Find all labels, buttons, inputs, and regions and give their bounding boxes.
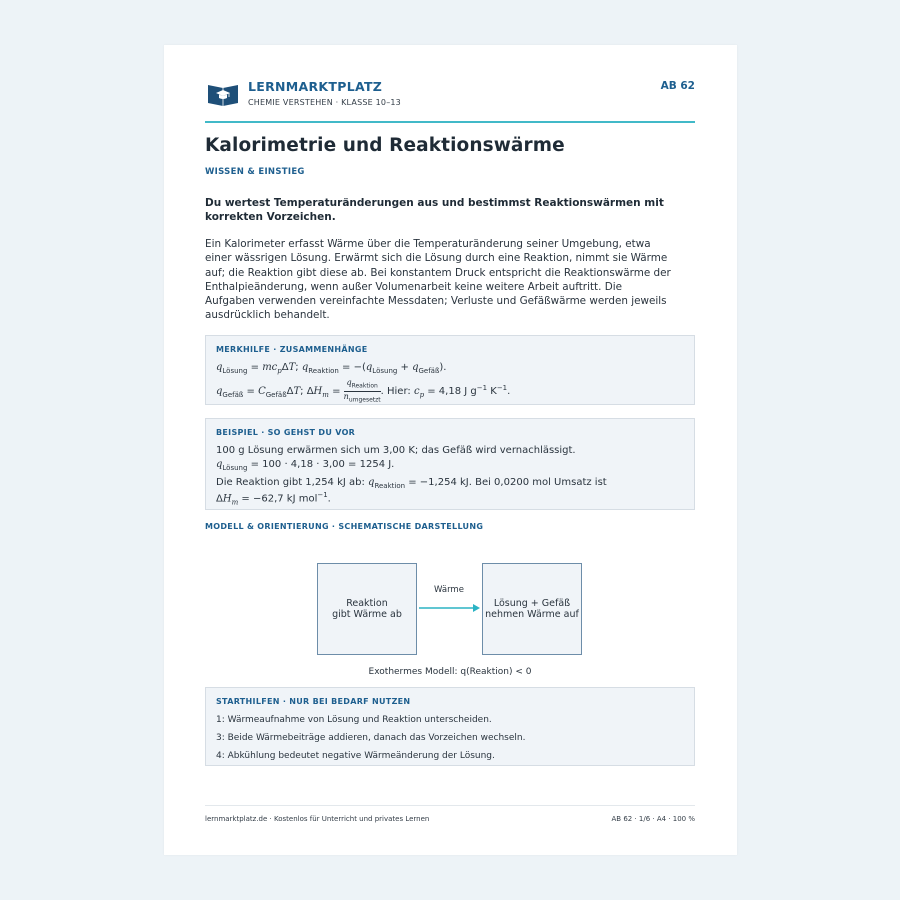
model-section-label: MODELL & ORIENTIERUNG · SCHEMATISCHE DARSTELLUNG: [205, 522, 484, 531]
merkhilfe-title: MERKHILFE · ZUSAMMENHÄNGE: [216, 345, 368, 354]
heat-arrow-icon: [419, 603, 481, 613]
example-line-3: Die Reaktion gibt 1,254 kJ ab: $q_{Reaktion} = -1,254$ kJ. Bei 0,0200 mol Umsatz ist: [216, 477, 607, 490]
arrow-label: Wärme: [434, 585, 464, 595]
hint-item: 4: Abkühlung bedeutet negative Wärmeänderung der Lösung.: [216, 751, 495, 761]
page-header: [205, 79, 695, 123]
starthilfen-title: STARTHILFEN · NUR BEI BEDARF NUTZEN: [216, 697, 411, 706]
footer-divider: [205, 805, 695, 806]
heat-flow-diagram: [205, 545, 695, 685]
hint-item: 3: Beide Wärmebeiträge addieren, danach das Vorzeichen wechseln.: [216, 733, 526, 743]
beispiel-box: [205, 418, 695, 510]
sheet-number: AB 62: [660, 80, 695, 92]
footer-right: AB 62 · 1/6 · A4 · 100 %: [611, 815, 695, 823]
open-book-graduation-cap-icon: [207, 81, 239, 107]
beispiel-title: BEISPIEL · SO GEHST DU VOR: [216, 428, 356, 437]
brand-subtitle: CHEMIE VERSTEHEN · KLASSE 10–13: [248, 98, 401, 107]
lead-text: Du wertest Temperaturänderungen aus und bestimmst Reaktionswärmen mit korrekten Vorzeichen.: [205, 197, 664, 223]
worksheet-page: [164, 45, 737, 855]
solution-box: [482, 563, 582, 655]
example-line-2: $q_{Lösung} = 100 \cdot 4,18 \cdot 3,00 = 1254$ J.: [216, 459, 395, 472]
solution-box-line-2: nehmen Wärme auf: [485, 609, 579, 620]
enthalpy-fraction: $\frac{q_{Reaktion}}{n_{umgesetzt}}$: [343, 378, 381, 404]
example-line-4: $\Delta H_m = -62,7$ kJ mol$^{-1}$.: [216, 491, 331, 507]
formula-line-2: $q_{Gefäß} = C_{Gefäß}\Delta T$; $\Delta H_m$ = $\frac{q_{Reaktion}}{n_{umgesetzt}}$ . Hier: $c_p = 4,18$ J $g^{-1}$ $K^{-1}$.: [216, 378, 511, 404]
merkhilfe-box: [205, 335, 695, 405]
hint-item: 1: Wärmeaufnahme von Lösung und Reaktion unterscheiden.: [216, 715, 492, 725]
header-divider: [205, 121, 695, 123]
example-line-1: 100 g Lösung erwärmen sich um 3,00 K; das Gefäß wird vernachlässigt.: [216, 445, 576, 456]
page-title: Kalorimetrie und Reaktionswärme: [205, 135, 565, 156]
diagram-caption: Exothermes Modell: q(Reaktion) < 0: [368, 667, 532, 677]
reaction-box: [317, 563, 417, 655]
formula-line-1: $q_{Lösung} = mc_p\Delta T$; $q_{Reaktion} = -(q_{Lösung} + q_{Gefäß})$.: [216, 362, 447, 375]
reaction-box-line-2: gibt Wärme ab: [332, 609, 402, 620]
reaction-box-line-1: Reaktion: [346, 598, 388, 609]
brand-name: LERNMARKTPLATZ: [248, 79, 383, 94]
solution-box-line-1: Lösung + Gefäß: [493, 598, 571, 609]
starthilfen-box: [205, 687, 695, 766]
intro-paragraph: Ein Kalorimeter erfasst Wärme über die Temperaturänderung seiner Umgebung, etwa einer wässrigen Lösung. Erwärmt sich die Lösung durch eine Reaktion, nimmt sie Wärme auf; die Reaktion gibt diese ab. Bei konstantem Druck entspricht die Reaktionswärme der Enthalpieänderung, wenn außer Volumenarbeit keine weitere Arbeit auftritt. Die Aufgaben verwenden vereinfachte Messdaten; Verluste und Gefäßwärme werden jeweils ausdrücklich behandelt.: [205, 238, 671, 322]
footer-left: lernmarktplatz.de · Kostenlos für Unterricht und privates Lernen: [205, 815, 430, 823]
section-kicker: WISSEN & EINSTIEG: [205, 167, 305, 177]
